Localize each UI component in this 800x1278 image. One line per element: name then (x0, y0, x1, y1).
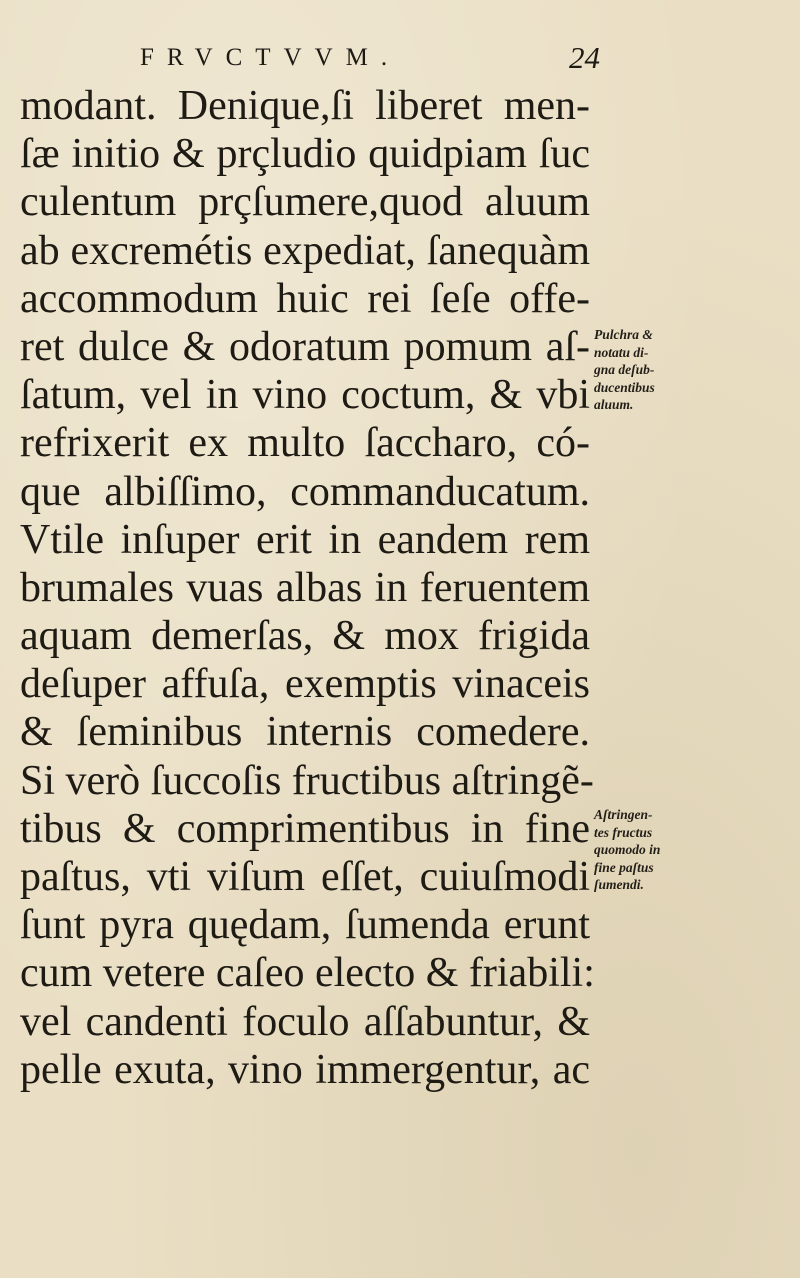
text-line: ſæ initio & prçludio quidpiam ſuc (20, 131, 590, 178)
margin-note (594, 806, 704, 894)
body-text (20, 82, 595, 1094)
running-head: FRVCTVVM. (140, 44, 401, 71)
text-line: ſunt pyra quędam, ſumenda erunt (20, 902, 590, 949)
text-line: ab excremétis expediat, ſanequàm (20, 227, 590, 274)
text-line: ſatum, vel in vino coctum, & vbi (20, 372, 590, 419)
text-line: aquam demerſas, & mox frigida (20, 613, 590, 660)
margin-note-line: ſumendi. (594, 877, 644, 892)
text-line: refrixerit ex multo ſaccharo, có- (20, 420, 590, 467)
text-line: ret dulce & odoratum pomum aſ- (20, 323, 590, 370)
text-line: accommodum huic rei ſeſe offe- (20, 275, 590, 322)
margin-note-line: gna deſub- (594, 362, 655, 377)
text-line: Si verò ſuccoſis fructibus aſtringẽ- (20, 757, 594, 804)
margin-note-line: tes fructus (594, 824, 653, 840)
text-line: vel candenti foculo aſſabuntur, & (20, 998, 590, 1045)
margin-note-line: Pulchra & (594, 327, 653, 342)
page-header (140, 38, 600, 78)
text-line: deſuper affuſa, exemptis vinaceis (20, 661, 590, 708)
margin-note-line: aluum. (594, 397, 634, 412)
margin-note-line: quomodo in (594, 842, 661, 857)
text-line: pelle exuta, vino immergentur, ac (20, 1046, 590, 1093)
margin-note-line: Aſtringen- (594, 807, 653, 822)
text-line: brumales vuas albas in feruentem (20, 564, 590, 611)
page-number: 24 (569, 40, 600, 75)
text-line: Vtile inſuper erit in eandem rem (20, 516, 590, 563)
text-line: & ſeminibus internis comedere. (20, 709, 590, 756)
text-line: cum vetere caſeo electo & friabili: (20, 950, 595, 997)
text-line: paſtus, vti viſum eſſet, cuiuſmodi (20, 854, 590, 900)
text-line: modant. Denique,ſi liberet men- (20, 83, 590, 129)
margin-note (594, 326, 704, 414)
margin-note-line: notatu di- (594, 344, 649, 360)
text-line: que albiſſimo, commanducatum. (20, 468, 590, 515)
margin-note-line: ducentibus (594, 379, 655, 395)
margin-note-line: fine paſtus (594, 859, 654, 875)
text-line: culentum prçſumere,quod aluum (20, 179, 590, 226)
text-line: tibus & comprimentibus in fine (20, 805, 590, 852)
